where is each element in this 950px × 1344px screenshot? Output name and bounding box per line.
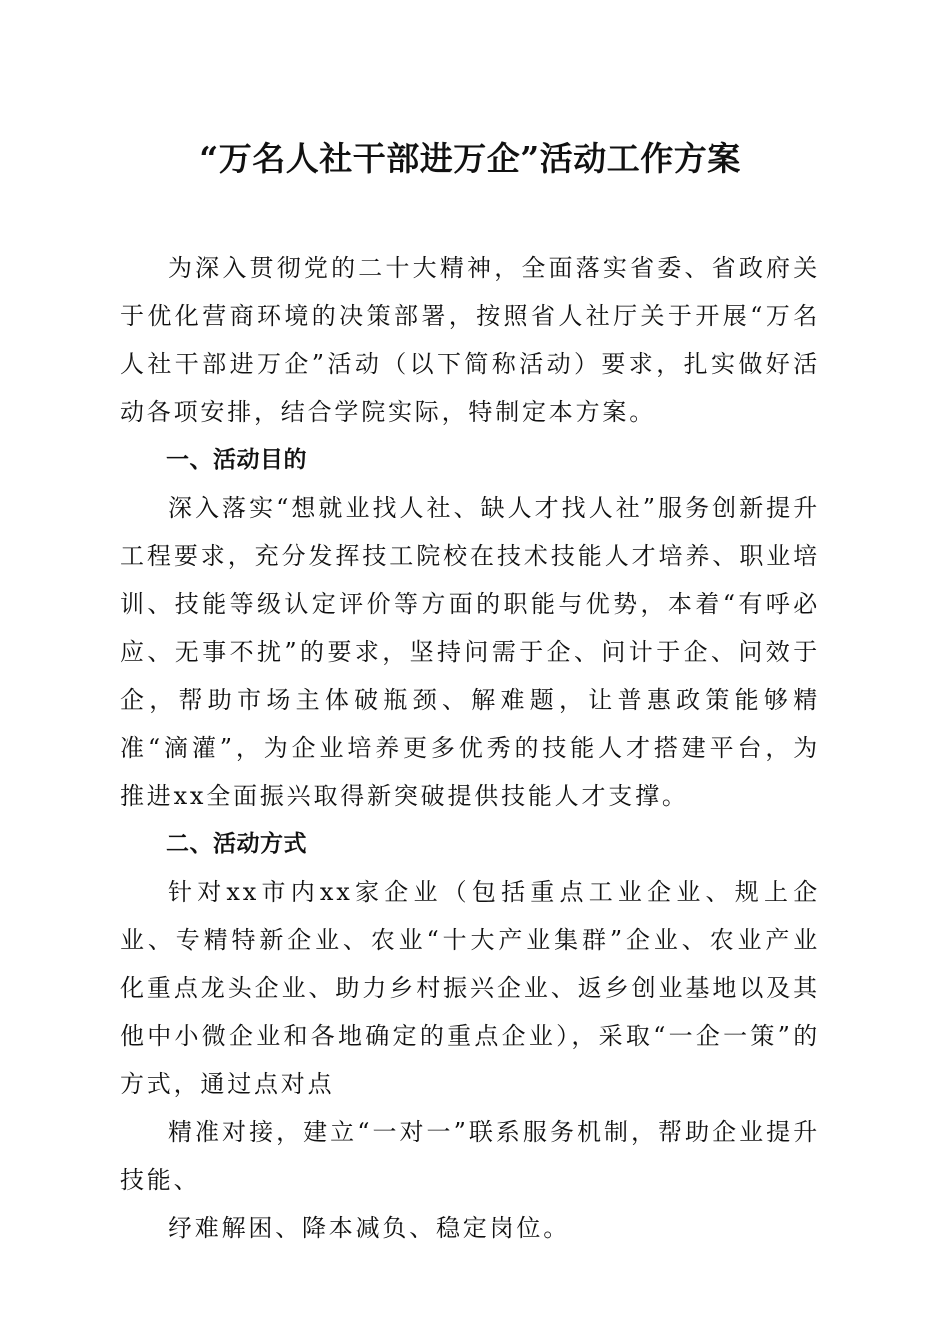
method-paragraph: 针对xx市内xx家企业（包括重点工业企业、规上企业、专精特新企业、农业“十大产业集群”企业、农业产业化重点龙头企业、助力乡村振兴企业、返乡创业基地以及其他中小微企业和各地确定的重点企业），采取“一企一策”的方式，通过点对点 <box>120 878 820 1098</box>
document-title: “万名人社干部进万企”活动工作方案 <box>199 139 741 178</box>
section-heading-purpose: 一、活动目的 <box>166 447 307 473</box>
purpose-paragraph: 深入落实“想就业找人社、缺人才找人社”服务创新提升工程要求，充分发挥技工院校在技术技能人才培养、职业培训、技能等级认定评价等方面的职能与优势，本着“有呼必应、无事不扰”的要求，坚持问需于企、问计于企、问效于企，帮助市场主体破瓶颈、解难题，让普惠政策能够精准“滴灌”，为企业培养更多优秀的技能人才搭建平台，为推进xx全面振兴取得新突破提供技能人才支撑。 <box>120 494 820 810</box>
method-paragraph-continued: 精准对接，建立“一对一”联系服务机制，帮助企业提升技能、 <box>120 1118 820 1194</box>
section-heading-method: 二、活动方式 <box>166 831 307 857</box>
intro-paragraph: 为深入贯彻党的二十大精神，全面落实省委、省政府关于优化营商环境的决策部署，按照省人社厅关于开展“万名人社干部进万企”活动（以下简称活动）要求，扎实做好活动各项安排，结合学院实际，特制定本方案。 <box>120 254 820 426</box>
method-paragraph-final: 纾难解困、降本减负、稳定岗位。 <box>168 1214 570 1242</box>
